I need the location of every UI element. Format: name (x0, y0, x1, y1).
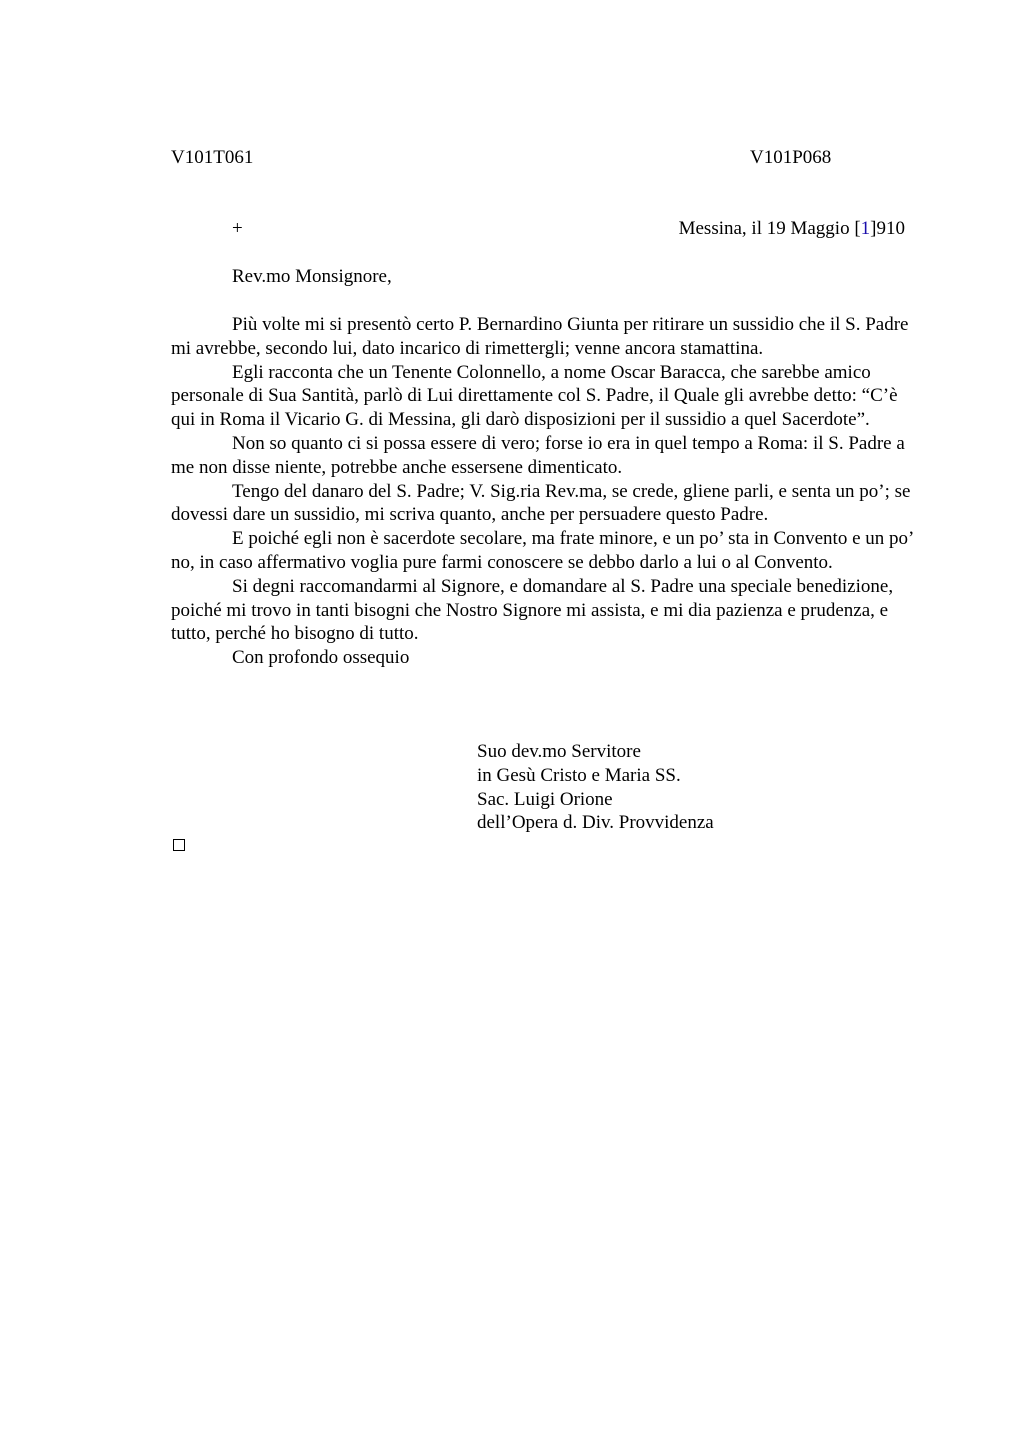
letter-body (171, 313, 921, 670)
letter-closing: Con profondo ossequio (232, 647, 410, 669)
document-code-right: V101P068 (750, 147, 832, 168)
signature-line: dell’Opera d. Div. Provvidenza (477, 812, 714, 834)
document-code-left: V101T061 (171, 147, 254, 168)
signature-line: Suo dev.mo Servitore (477, 741, 641, 762)
signature-name: Sac. Luigi Orione (477, 788, 613, 810)
footnote-reference-link[interactable]: 1 (860, 218, 871, 239)
date-prefix: Messina, il 19 Maggio [ (678, 218, 861, 239)
letter-date (679, 217, 905, 241)
letter-paragraph: Tengo del danaro del S. Padre; V. Sig.ria Rev.ma, se crede, gliene parli, e senta un po’; se dovessi dare un sussidio, mi scriva quanto, anche per persuadere questo Padre. (171, 480, 911, 526)
letter-paragraph: Più volte mi si presentò certo P. Bernardino Giunta per ritirare un sussidio che il S. Padre mi avrebbe, secondo lui, dato incarico di rimettergli; venne ancora stamattina. (171, 314, 909, 359)
empty-square-icon (173, 839, 185, 851)
letter-paragraph: Non so quanto ci si possa essere di vero; forse io era in quel tempo a Roma: il S. Padre a me non disse niente, potrebbe anche essersene dimenticato. (171, 432, 905, 478)
letter-paragraph: E poiché egli non è sacerdote secolare, ma frate minore, e un po’ sta in Convento e un po’ no, in caso affermativo voglia pure farmi conoscere se debbo darlo a lui o al Convento. (171, 528, 913, 573)
signature-block (477, 740, 714, 835)
letter-paragraph: Egli racconta che un Tenente Colonnello, a nome Oscar Baracca, che sarebbe amico personale di Sua Santità, parlò di Lui direttamente col S. Padre, il Quale gli avrebbe detto: “C’è qui in Roma il Vicario G. di Messina, gli darò disposizioni per il sussidio a quel Sacerdote”. (171, 361, 898, 431)
signature-line: in Gesù Cristo e Maria SS. (477, 764, 681, 786)
cross-symbol: + (232, 218, 243, 239)
letter-salutation: Rev.mo Monsignore, (232, 266, 392, 287)
letter-paragraph: Si degni raccomandarmi al Signore, e domandare al S. Padre una speciale benedizione, poiché mi trovo in tanti bisogni che Nostro Signore mi assista, e mi dia pazienza e prudenza, e tutto, perché ho bisogno di tutto. (171, 575, 894, 645)
date-suffix: ]910 (870, 218, 905, 239)
